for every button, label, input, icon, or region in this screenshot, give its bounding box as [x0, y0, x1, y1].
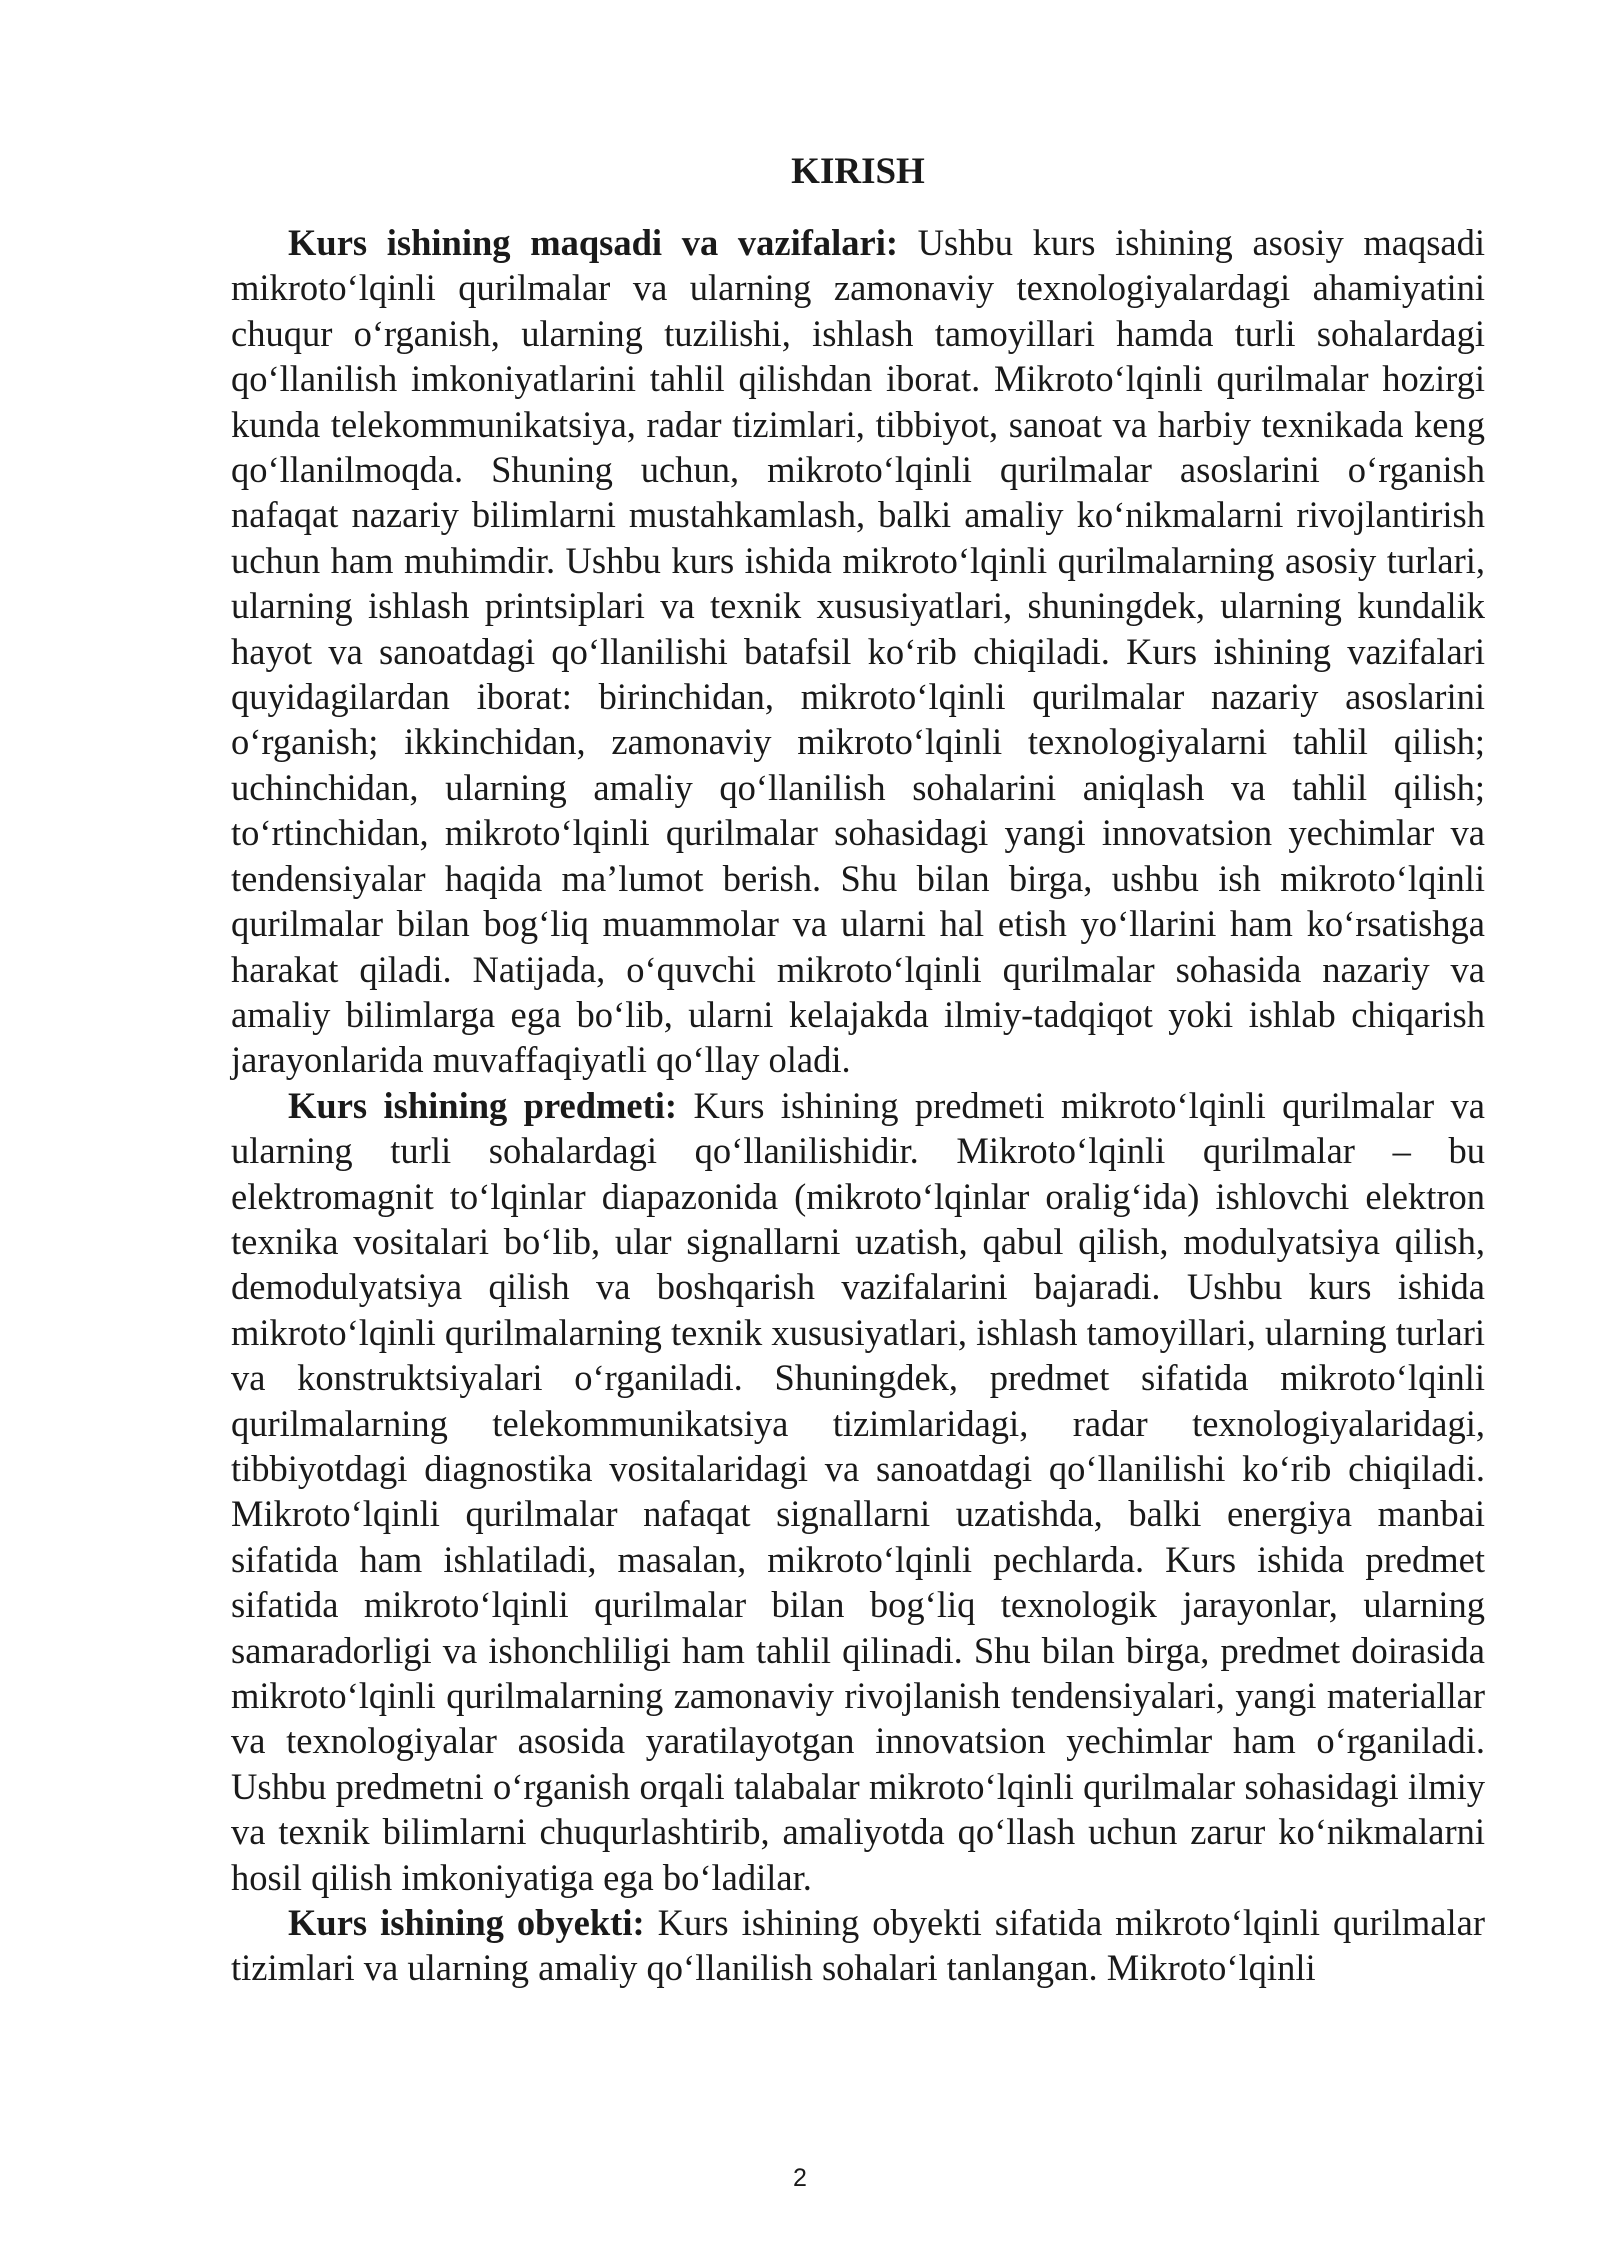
paragraph-text: Kurs ishining obyekti sifatida mikroto‘lqinli qurilmalar tizimlari va ularning amaliy qo‘llanilish sohalari tanlangan. Mikroto‘lqinli [231, 1902, 1485, 1989]
paragraph-lead: Kurs ishining maqsadi va vazifalari: [288, 222, 898, 263]
paragraph-object [231, 1900, 1485, 1991]
document-page [231, 150, 1485, 1991]
page-number: 2 [793, 2164, 807, 2192]
paragraph-purpose [231, 220, 1485, 1083]
paragraph-lead: Kurs ishining obyekti: [288, 1902, 645, 1944]
section-title: KIRISH [791, 151, 925, 192]
paragraph-text: Ushbu kurs ishining asosiy maqsadi mikroto‘lqinli qurilmalar va ularning zamonaviy texnologiyalardagi ahamiyatini chuqur o‘rganish, ularning tuzilishi, ishlash tamoyillari hamda turli sohalardagi qo‘llanilish imkoniyatlarini tahlil qilishdan iborat. Mikroto‘lqinli qurilmalar hozirgi kunda telekommunikatsiya, radar tizimlari, tibbiyot, sanoat va harbiy texnikada keng qo‘llanilmoqda. Shuning uchun, mikroto‘lqinli qurilmalar asoslarini o‘rganish nafaqat nazariy bilimlarni mustahkamlash, balki amaliy ko‘nikmalarni rivojlantirish uchun ham muhimdir. Ushbu kurs ishida mikroto‘lqinli qurilmalarning asosiy turlari, ularning ishlash printsiplari va texnik xususiyatlari, shuningdek, ularning kundalik hayot va sanoatdagi qo‘llanilishi batafsil ko‘rib chiqiladi. Kurs ishining vazifalari quyidagilardan iborat: birinchidan, mikroto‘lqinli qurilmalar nazariy asoslarini o‘rganish; ikkinchidan, zamonaviy mikroto‘lqinli texnologiyalarni tahlil qilish; uchinchidan, ularning amaliy qo‘llanilish sohalarini aniqlash va tahlil qilish; to‘rtinchidan, mikroto‘lqinli qurilmalar sohasidagi yangi innovatsion yechimlar va tendensiyalar haqida ma’lumot berish. Shu bilan birga, ushbu ish mikroto‘lqinli qurilmalar bilan bog‘liq muammolar va ularni hal etish yo‘llarini ham ko‘rsatishga harakat qiladi. Natijada, o‘quvchi mikroto‘lqinli qurilmalar sohasida nazariy va amaliy bilimlarga ega bo‘lib, ularni kelajakda ilmiy-tadqiqot yoki ishlab chiqarish jarayonlarida muvaffaqiyatli qo‘llay oladi. [231, 222, 1485, 1081]
paragraph-text: Kurs ishining predmeti mikroto‘lqinli qurilmalar va ularning turli sohalardagi qo‘llanilishidir. Mikroto‘lqinli qurilmalar – bu elektromagnit to‘lqinlar diapazonida (mikroto‘lqinlar oralig‘ida) ishlovchi elektron texnika vositalari bo‘lib, ular signallarni uzatish, qabul qilish, modulyatsiya qilish, demodulyatsiya qilish va boshqarish vazifalarini bajaradi. Ushbu kurs ishida mikroto‘lqinli qurilmalarning texnik xususiyatlari, ishlash tamoyillari, ularning turlari va konstruktsiyalari o‘rganiladi. Shuningdek, predmet sifatida mikroto‘lqinli qurilmalarning telekommunikatsiya tizimlaridagi, radar texnologiyalaridagi, tibbiyotdagi diagnostika vositalaridagi va sanoatdagi qo‘llanilishi ko‘rib chiqiladi. Mikroto‘lqinli qurilmalar nafaqat signallarni uzatishda, balki energiya manbai sifatida ham ishlatiladi, masalan, mikroto‘lqinli pechlarda. Kurs ishida predmet sifatida mikroto‘lqinli qurilmalar bilan bog‘liq texnologik jarayonlar, ularning samaradorligi va ishonchliligi ham tahlil qilinadi. Shu bilan birga, predmet doirasida mikroto‘lqinli qurilmalarning zamonaviy rivojlanish tendensiyalari, yangi materiallar va texnologiyalar asosida yaratilayotgan innovatsion yechimlar ham o‘rganiladi. Ushbu predmetni o‘rganish orqali talabalar mikroto‘lqinli qurilmalar sohasidagi ilmiy va texnik bilimlarni chuqurlashtirib, amaliyotda qo‘llash uchun zarur ko‘nikmalarni hosil qilish imkoniyatiga ega bo‘ladilar. [231, 1084, 1485, 1898]
paragraph-lead: Kurs ishining predmeti: [288, 1084, 678, 1126]
paragraph-subject [231, 1083, 1485, 1900]
